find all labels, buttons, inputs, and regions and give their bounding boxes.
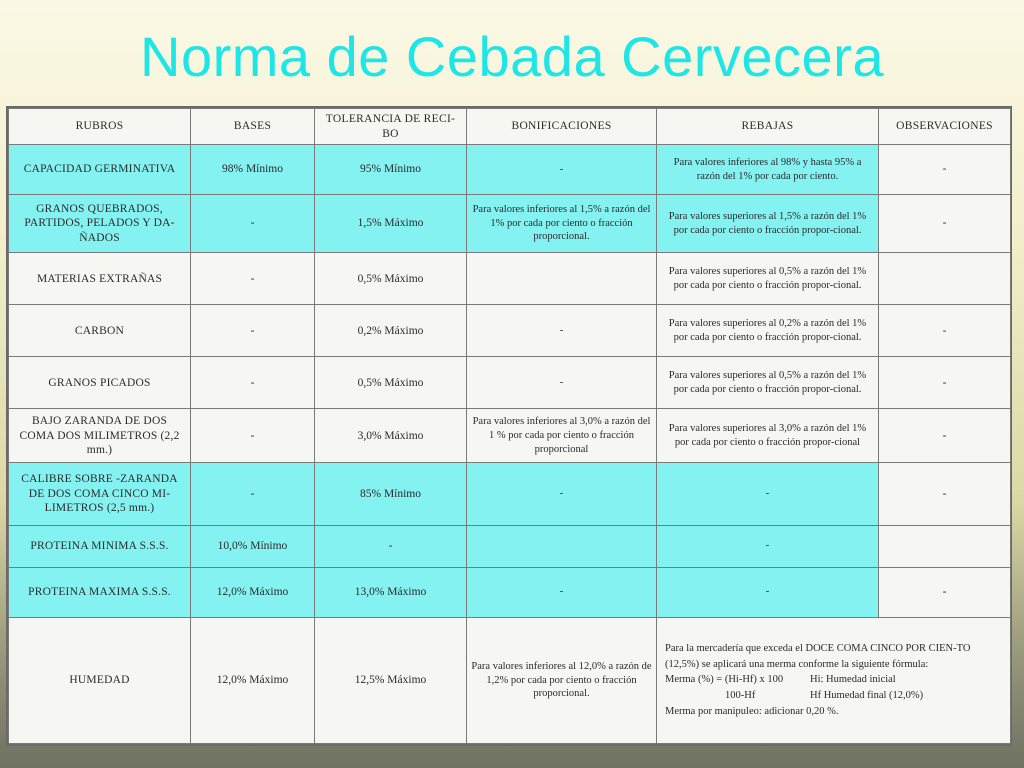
legend-hi: Hi: Humedad inicial [810, 674, 896, 686]
observacion-cell: - [879, 145, 1011, 195]
formula-top: Merma (%) = (Hi-Hf) x 100 [665, 674, 784, 686]
formula-row-top [665, 672, 1002, 688]
table-row [9, 409, 1011, 463]
tolerancia-cell: 0,5% Máximo [315, 357, 467, 409]
table-row [9, 357, 1011, 409]
formula-row-bottom [665, 688, 1002, 704]
bonificacion-cell [467, 253, 657, 305]
observacion-cell: - [879, 357, 1011, 409]
bonificacion-cell: Para valores inferiores al 1,5% a razón del 1% por cada por ciento o fracción proporcional. [467, 195, 657, 253]
observacion-cell: - [879, 463, 1011, 525]
header-bases: BASES [191, 109, 315, 145]
bonificacion-cell: - [467, 305, 657, 357]
rubro-cell: GRANOS QUEBRADOS, PARTIDOS, PELADOS Y DA-ÑADOS [9, 195, 191, 253]
tolerancia-cell: 13,0% Máximo [315, 567, 467, 617]
table-row [9, 617, 1011, 743]
rubro-cell: BAJO ZARANDA DE DOS COMA DOS MILIMETROS (2,2 mm.) [9, 409, 191, 463]
tolerancia-cell: 0,5% Máximo [315, 253, 467, 305]
rebaja-cell: - [657, 567, 879, 617]
base-cell: 10,0% Mínimo [191, 525, 315, 567]
observacion-cell: - [879, 305, 1011, 357]
base-cell: - [191, 463, 315, 525]
rebaja-cell: Para valores superiores al 3,0% a razón del 1% por cada por ciento o fracción propor-cional [657, 409, 879, 463]
rebaja-cell: Para valores superiores al 0,5% a razón del 1% por cada por ciento o fracción propor-cional. [657, 357, 879, 409]
tolerancia-cell: 12,5% Máximo [315, 617, 467, 743]
base-cell: - [191, 305, 315, 357]
bonificacion-cell: Para valores inferiores al 12,0% a razón de 1,2% por cada por ciento o fracción proporcional. [467, 617, 657, 743]
rebaja-cell: Para valores inferiores al 98% y hasta 95% a razón del 1% por cada por ciento. [657, 145, 879, 195]
bonificacion-cell: - [467, 145, 657, 195]
bonificacion-cell: Para valores inferiores al 3,0% a razón del 1 % por cada por ciento o fracción proporcional [467, 409, 657, 463]
base-cell: - [191, 409, 315, 463]
rebaja-cell: Para valores superiores al 0,2% a razón del 1% por cada por ciento o fracción propor-cional. [657, 305, 879, 357]
rubro-cell: PROTEINA MAXIMA S.S.S. [9, 567, 191, 617]
observacion-cell: - [879, 409, 1011, 463]
slide-title: Norma de Cebada Cervecera [140, 25, 884, 88]
tolerancia-cell: - [315, 525, 467, 567]
tolerancia-cell: 1,5% Máximo [315, 195, 467, 253]
rubro-cell: HUMEDAD [9, 617, 191, 743]
rebaja-cell: - [657, 463, 879, 525]
bonificacion-cell [467, 525, 657, 567]
barley-standard-table [8, 108, 1011, 744]
base-cell: - [191, 195, 315, 253]
base-cell: - [191, 357, 315, 409]
rubro-cell: CAPACIDAD GERMINATIVA [9, 145, 191, 195]
observacion-cell: - [879, 195, 1011, 253]
tolerancia-cell: 3,0% Máximo [315, 409, 467, 463]
table-header-row [9, 109, 1011, 145]
base-cell: - [191, 253, 315, 305]
base-cell: 12,0% Máximo [191, 567, 315, 617]
rubro-cell: CALIBRE SOBRE -ZARANDA DE DOS COMA CINCO MI-LIMETROS (2,5 mm.) [9, 463, 191, 525]
tolerancia-cell: 0,2% Máximo [315, 305, 467, 357]
rubro-cell: MATERIAS EXTRAÑAS [9, 253, 191, 305]
observacion-cell [879, 525, 1011, 567]
header-bonificaciones: BONIFICACIONES [467, 109, 657, 145]
table-row [9, 305, 1011, 357]
legend-hf: Hf Humedad final (12,0%) [810, 690, 924, 702]
base-cell: 98% Mínimo [191, 145, 315, 195]
humedad-formula-cell [657, 617, 1011, 743]
header-observaciones: OBSERVACIONES [879, 109, 1011, 145]
formula-intro: Para la mercadería que exceda el DOCE COMA CINCO POR CIEN-TO (12,5%) se aplicará una merma conforme la siguiente fórmula: [665, 642, 971, 670]
header-rebajas: REBAJAS [657, 109, 879, 145]
table-row [9, 567, 1011, 617]
table-row [9, 253, 1011, 305]
rubro-cell: PROTEINA MINIMA S.S.S. [9, 525, 191, 567]
tolerancia-cell: 85% Mínimo [315, 463, 467, 525]
tolerancia-cell: 95% Mínimo [315, 145, 467, 195]
rebaja-cell: - [657, 525, 879, 567]
bonificacion-cell: - [467, 567, 657, 617]
formula-bottom: 100-Hf [725, 690, 756, 702]
base-cell: 12,0% Máximo [191, 617, 315, 743]
observacion-cell [879, 253, 1011, 305]
standards-table-scan [6, 106, 1012, 746]
table-row [9, 525, 1011, 567]
formula-manipuleo: Merma por manipuleo: adicionar 0,20 %. [665, 705, 839, 717]
rebaja-cell: Para valores superiores al 0,5% a razón del 1% por cada por ciento o fracción propor-cional. [657, 253, 879, 305]
rubro-cell: CARBON [9, 305, 191, 357]
bonificacion-cell: - [467, 357, 657, 409]
header-tolerancia: TOLERANCIA DE RECI-BO [315, 109, 467, 145]
rebaja-cell: Para valores superiores al 1,5% a razón del 1% por cada por ciento o fracción propor-cional. [657, 195, 879, 253]
observacion-cell: - [879, 567, 1011, 617]
table-row [9, 195, 1011, 253]
bonificacion-cell: - [467, 463, 657, 525]
table-row [9, 463, 1011, 525]
rubro-cell: GRANOS PICADOS [9, 357, 191, 409]
header-rubros: RUBROS [9, 109, 191, 145]
table-row [9, 145, 1011, 195]
